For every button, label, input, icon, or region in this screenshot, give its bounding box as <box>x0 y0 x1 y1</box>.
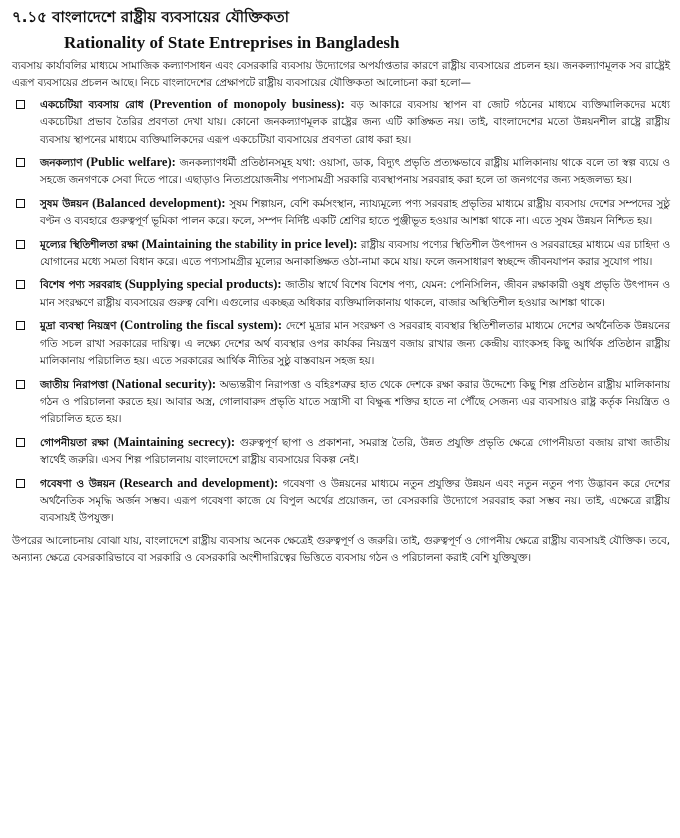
list-item <box>12 195 670 231</box>
list-item <box>12 475 670 528</box>
item-title: জাতীয় নিরাপত্তা <box>40 378 109 391</box>
list-item <box>12 154 670 190</box>
item-body: দেশে মুদ্রার মান সংরক্ষণ ও সরবরাহ ব্যবস্থার স্থিতিশীলতার মাধ্যমে দেশের অর্থনৈতিক উন্নয়নের গতি সচল রাখা সরকারের দায়িত্ব। এ লক্ষ্যে দেশের অর্থ ব্যবস্থার ওপর কার্যকর নিয়ন্ত্রণ বজায় রাখার জন্য কেন্দ্রীয় ব্যাংকসহ কিছু আর্থিক প্রতিষ্ঠান রাষ্ট্রীয় মালিকানায় পরিচালিত হয়। এতে সরকারের আর্থিক নীতির সুষ্ঠু বাস্তবায়ন সহজ হয়। <box>40 320 670 368</box>
rationale-list <box>12 96 670 528</box>
checkbox-bullet-icon <box>16 438 25 447</box>
item-english-title: (Prevention of monopoly business): <box>149 96 345 111</box>
item-body: সুষম শিল্পায়ন, বেশি কর্মসংস্থান, ন্যায্যমূল্যে পণ্য সরবরাহ প্রভৃতির মাধ্যমে রাষ্ট্রীয় ব্যবসায় দেশের সম্পদের সুষ্ঠু বণ্টন ও ব্যবহারে গুরুত্বপূর্ণ ভূমিকা পালন করে। ফলে, সম্পদ নির্দিষ্ট একটি শ্রেণির হাতে পুঞ্জীভূত হওয়ার আশঙ্কা থাকে না। এতে সুষম উন্নয়ন নিশ্চিত হয়। <box>40 197 670 228</box>
item-english-title: (Balanced development): <box>92 195 226 210</box>
item-english-title: (Public welfare): <box>86 155 176 170</box>
list-item <box>12 96 670 149</box>
list-item <box>12 434 670 470</box>
checkbox-bullet-icon <box>16 380 25 389</box>
item-english-title: (Maintaining secrecy): <box>113 434 236 449</box>
list-item <box>12 276 670 312</box>
conclusion-paragraph: উপরের আলোচনায় বোঝা যায়, বাংলাদেশে রাষ্ট্রীয় ব্যবসায় অনেক ক্ষেত্রেই গুরুত্বপূর্ণ ও জরুরি। তাই, গুরুত্বপূর্ণ ও গোপনীয় ক্ষেত্রে রাষ্ট্রীয় ব্যবসায়ই যৌক্তিক। তবে, অন্যান্য ক্ষেত্রে বেসরকারিভাবে বা সরকারি ও বেসরকারি অংশীদারিত্বের ভিত্তিতে ব্যবসায় গঠন ও পরিচালনা করাই বেশি যুক্তিযুক্ত। <box>12 534 670 565</box>
item-title: গোপনীয়তা রক্ষা <box>40 436 109 449</box>
item-english-title: (Controling the fiscal system): <box>120 318 283 333</box>
item-english-title: (Maintaining the stability in price level): <box>141 236 358 251</box>
item-title: বিশেষ পণ্য সরবরাহ <box>40 279 122 292</box>
item-body: গবেষণা ও উন্নয়নের মাধ্যমে নতুন প্রযুক্তির উন্নয়ন এবং নতুন নতুন পণ্য উদ্ভাবন করে দেশের অর্থনৈতিক সমৃদ্ধি অর্জন সম্ভব। এরূপ গবেষণা কাজে যে বিপুল অর্থের প্রয়োজন, তা বেসরকারি উদ্যোগে সরবরাহ করা সম্ভব নয়। তাই, এক্ষেত্রে রাষ্ট্রীয় ব্যবসায়ই উপযুক্ত। <box>40 477 671 525</box>
list-item <box>12 376 670 429</box>
item-title: মুদ্রা ব্যবস্থা নিয়ন্ত্রণ <box>40 320 117 333</box>
item-english-title: (Supplying special products): <box>124 277 282 292</box>
item-body: রাষ্ট্রীয় ব্যবসায় পণ্যের স্থিতিশীল উৎপাদন ও সরবরাহের মাধ্যমে এর চাহিদা ও যোগানের মধ্যে সমতা বিধান করে। এতে পণ্যসামগ্রীর মূল্যের অনাকাঙ্ক্ষিত ওঠা-নামা কমে যায়। ফলে জনসাধারণ স্বচ্ছন্দে জীবনযাপন করার সুযোগ পায়। <box>40 238 671 269</box>
section-subheading: Rationality of State Entreprises in Bangladesh <box>64 33 400 52</box>
intro-paragraph: ব্যবসায় কার্যাবলির মাধ্যমে সামাজিক কল্যাণসাধন এবং বেসরকারি ব্যবসায় উদ্যোগের অপর্যাপ্ততার কারণে রাষ্ট্রীয় ব্যবসায়ের প্রচলন হয়। জনকল্যাণমূলক সব রাষ্ট্রেই এরূপ ব্যবসায়ের প্রচলন আছে। নিচে বাংলাদেশের প্রেক্ষাপটে রাষ্ট্রীয় ব্যবসায়ের যৌক্তিকতা আলোচনা করা হলো— <box>12 60 670 90</box>
checkbox-bullet-icon <box>16 240 25 249</box>
section-heading: ৭.১৫ বাংলাদেশে রাষ্ট্রীয় ব্যবসায়ের যৌক্তিকতা <box>12 8 289 26</box>
checkbox-bullet-icon <box>16 321 25 330</box>
checkbox-bullet-icon <box>16 280 25 289</box>
checkbox-bullet-icon <box>16 479 25 488</box>
item-body: বড় আকারে ব্যবসায় স্থাপন বা জোট গঠনের মাধ্যমে ব্যক্তিমালিকদের মধ্যে একচেটিয়া প্রভাব তৈরির প্রবণতা দেখা যায়। কোনো জনকল্যাণমূলক রাষ্ট্রের জন্য এটি কাঙ্ক্ষিত নয়। তাই, বাংলাদেশের মতো উন্নয়নশীল রাষ্ট্রে রাষ্ট্রীয় ব্যবসায় স্থাপনের মাধ্যমে ব্যক্তিমালিকদের এরূপ একচেটিয়া ব্যবসায়ের প্রবণতা রোধ করা হয়। <box>40 98 670 146</box>
item-body: জাতীয় স্বার্থে বিশেষ বিশেষ পণ্য, যেমন: পেনিসিলিন, জীবন রক্ষাকারী ওষুধ প্রভৃতি উৎপাদন ও মান সংরক্ষণে রাষ্ট্রীয় ব্যবসায়ের গুরুত্ব বেশি। এগুলোর একচ্ছত্র অধিকার ব্যক্তিমালিকানায় থাকলে, বাজার অস্থিতিশীল হওয়ার আশঙ্কা থাকে। <box>40 279 671 309</box>
item-body: গুরুত্বপূর্ণ ছাপা ও প্রকাশনা, সমরাস্ত্র তৈরি, উন্নত প্রযুক্তি প্রভৃতি ক্ষেত্রে গোপনীয়তা বজায় রাখা জাতীয় স্বার্থেই জরুরি। এসব শিল্প পরিচালনায় বাংলাদেশে রাষ্ট্রীয় ব্যবসায়ের বিকল্প নেই। <box>40 436 670 467</box>
checkbox-bullet-icon <box>16 199 25 208</box>
checkbox-bullet-icon <box>16 100 25 109</box>
item-title: গবেষণা ও উন্নয়ন <box>40 477 115 490</box>
list-item <box>12 236 670 272</box>
list-item <box>12 317 670 370</box>
checkbox-bullet-icon <box>16 158 25 167</box>
item-title: জনকল্যাণ <box>40 157 83 170</box>
item-body: অভ্যন্তরীণ নিরাপত্তা ও বহিঃশত্রুর হাত থেকে দেশকে রক্ষা করার উদ্দেশ্যে কিছু শিল্প প্রতিষ্ঠান রাষ্ট্রীয় মালিকানায় গঠন ও পরিচালনা করতে হয়। আবার অস্ত্র, গোলাবারুদ প্রভৃতি যাতে সন্ত্রাসী বা বিক্ষুব্ধ শক্তির হাতে না পৌঁছে সেজন্য এর ব্যবসায়ও রাষ্ট্র কর্তৃক নিয়ন্ত্রিত ও পরিচালিত হতে হয়। <box>40 378 670 426</box>
item-title: একচেটিয়া ব্যবসায় রোধ <box>40 98 144 111</box>
item-english-title: (Research and development): <box>119 475 279 490</box>
item-title: মূল্যের স্থিতিশীলতা রক্ষা <box>40 238 139 251</box>
item-english-title: (National security): <box>111 376 217 391</box>
item-title: সুষম উন্নয়ন <box>40 197 89 210</box>
item-body: জনকল্যাণধর্মী প্রতিষ্ঠানসমূহ যথা: ওয়াসা, ডাক, বিদ্যুৎ প্রভৃতি প্রত্যক্ষভাবে রাষ্ট্রীয় মালিকানায় থাকে বলে তা স্বল্প ব্যয়ে ও সহজে জনগণকে সেবা দিতে পারে। এছাড়াও নিত্যপ্রয়োজনীয় পণ্যসামগ্রী সরকারি ব্যবস্থাপনায় সরবরাহ করা হলে তা জনগণের জন্য সহজলভ্য হয়। <box>40 157 670 187</box>
